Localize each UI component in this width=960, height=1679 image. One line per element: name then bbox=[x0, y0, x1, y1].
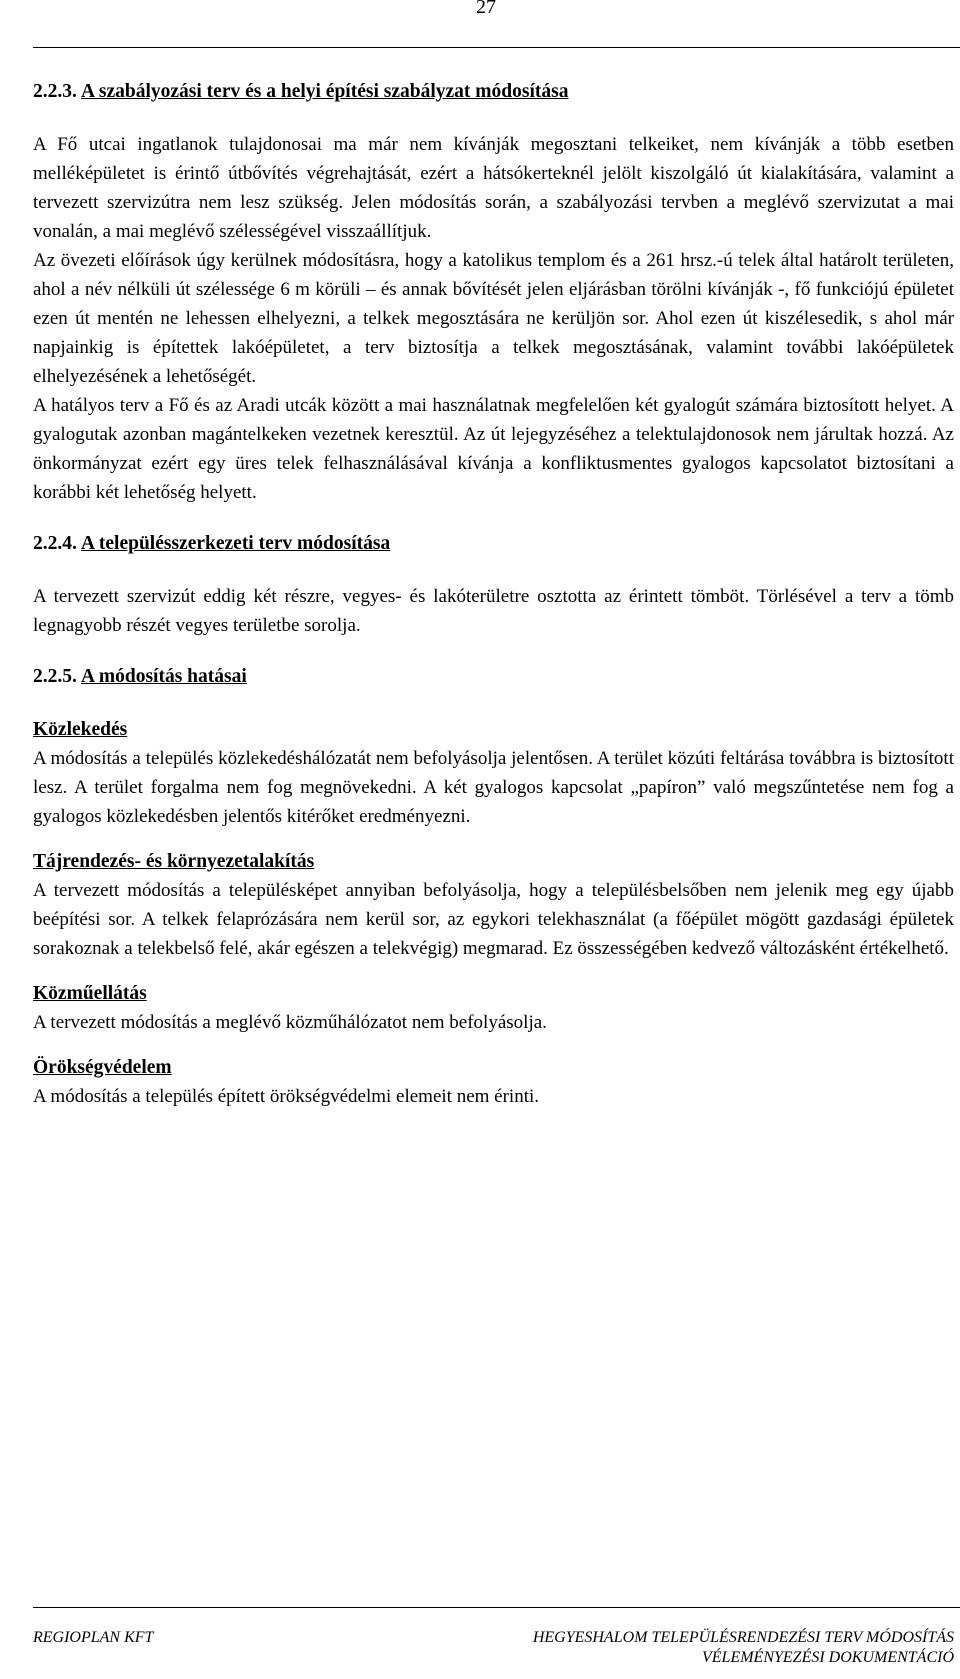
subsection-text: A tervezett módosítás a településképet annyiban befolyásolja, hogy a településbelsőben nem jelenik meg egy újabb beépítési sor. A telkek felaprózására nem kerül sor, az egykori telekhasználat (a főépület mögött gazdasági épületek sorakoznak a telekbelső felé, akár egészen a telekvégig) megmarad. Ez összességében kedvező változásként értékelhető. bbox=[33, 880, 954, 959]
footer-rule bbox=[33, 1607, 960, 1608]
document-body bbox=[33, 77, 954, 1111]
subsection-title-tajrendezes: Tájrendezés- és környezetalakítás bbox=[33, 851, 315, 872]
page-number: 27 bbox=[476, 0, 496, 18]
section-number: 2.2.3. bbox=[33, 81, 77, 102]
footer-document-title bbox=[533, 1628, 954, 1668]
header-rule bbox=[33, 47, 960, 48]
footer-company: REGIOPLAN KFT bbox=[33, 1629, 154, 1646]
subsection-text: A módosítás a település közlekedéshálózatát nem befolyásolja jelentősen. A terület közúti feltárása továbbra is biztosított lesz. A terület forgalma nem fog megnövekedni. A két gyalogos kapcsolat „papíron” való megszűntetése nem fog a gyalogos közlekedésben jelentős kitérőket eredményezni. bbox=[33, 748, 954, 827]
footer-title-line-2: VÉLEMÉNYEZÉSI DOKUMENTÁCIÓ bbox=[702, 1649, 954, 1666]
section-title: A településszerkezeti terv módosítása bbox=[81, 533, 391, 554]
subsection-title-kozlekedes: Közlekedés bbox=[33, 719, 128, 740]
section-heading-2-2-4 bbox=[33, 529, 954, 558]
subsection-title-kozmuellatas: Közműellátás bbox=[33, 983, 147, 1004]
paragraph: A tervezett szervizút eddig két részre, vegyes- és lakóterületre osztotta az érintett tömböt. Törlésével a terv a tömb legnagyobb részét vegyes területbe sorolja. bbox=[33, 586, 954, 636]
subsection-text: A tervezett módosítás a meglévő közműhálózatot nem befolyásolja. bbox=[33, 1012, 547, 1033]
paragraph: A Fő utcai ingatlanok tulajdonosai ma már nem kívánják megosztani telkeiket, nem kívánják a több esetben melléképületet is érintő útbővítés végrehajtását, ezért a hátsókerteknél jelölt kiszolgáló út kialakítására, valamint a tervezett szervizútra nem lesz szükség. Jelen módosítás során, a szabályozási tervben a meglévő szervizutat a mai vonalán, a mai meglévő szélességével visszaállítjuk. bbox=[33, 134, 954, 242]
paragraph: A hatályos terv a Fő és az Aradi utcák között a mai használatnak megfelelően két gyalogút számára biztosított helyet. A gyalogutak azonban magántelkeken vezetnek keresztül. Az út lejegyzéséhez a telektulajdonosok nem járultak hozzá. Az önkormányzat ezért egy üres telek felhasználásával kívánja a konfliktusmentes gyalogos kapcsolatot biztosítani a korábbi két lehetőség helyett. bbox=[33, 395, 954, 503]
section-number: 2.2.4. bbox=[33, 533, 77, 554]
subsection-text: A módosítás a település épített örökségvédelmi elemeit nem érinti. bbox=[33, 1086, 540, 1107]
section-heading-2-2-5 bbox=[33, 662, 954, 691]
paragraph: Az övezeti előírások úgy kerülnek módosításra, hogy a katolikus templom és a 261 hrsz.-ú telek által határolt területen, ahol a név nélküli út szélessége 6 m körüli – és annak bővítését jelen eljárásban törölni kívánják -, fő funkciójú épületet ezen út mentén ne lehessen elhelyezni, a telkek megosztására ne kerüljön sor. Ahol ezen út kiszélesedik, s ahol már napjainkig is építettek lakóépületet, a terv biztosítja a telkek megosztásának, valamint további lakóépületek elhelyezésének a lehetőségét. bbox=[33, 250, 954, 387]
subsection-title-oroksegvedelem: Örökségvédelem bbox=[33, 1057, 172, 1078]
section-title: A szabályozási terv és a helyi építési szabályzat módosítása bbox=[81, 81, 569, 102]
section-heading-2-2-3 bbox=[33, 77, 954, 106]
section-number: 2.2.5. bbox=[33, 666, 77, 687]
section-title: A módosítás hatásai bbox=[81, 666, 247, 687]
footer-title-line-1: HEGYESHALOM TELEPÜLÉSRENDEZÉSI TERV MÓDOSÍTÁS bbox=[532, 1629, 954, 1646]
